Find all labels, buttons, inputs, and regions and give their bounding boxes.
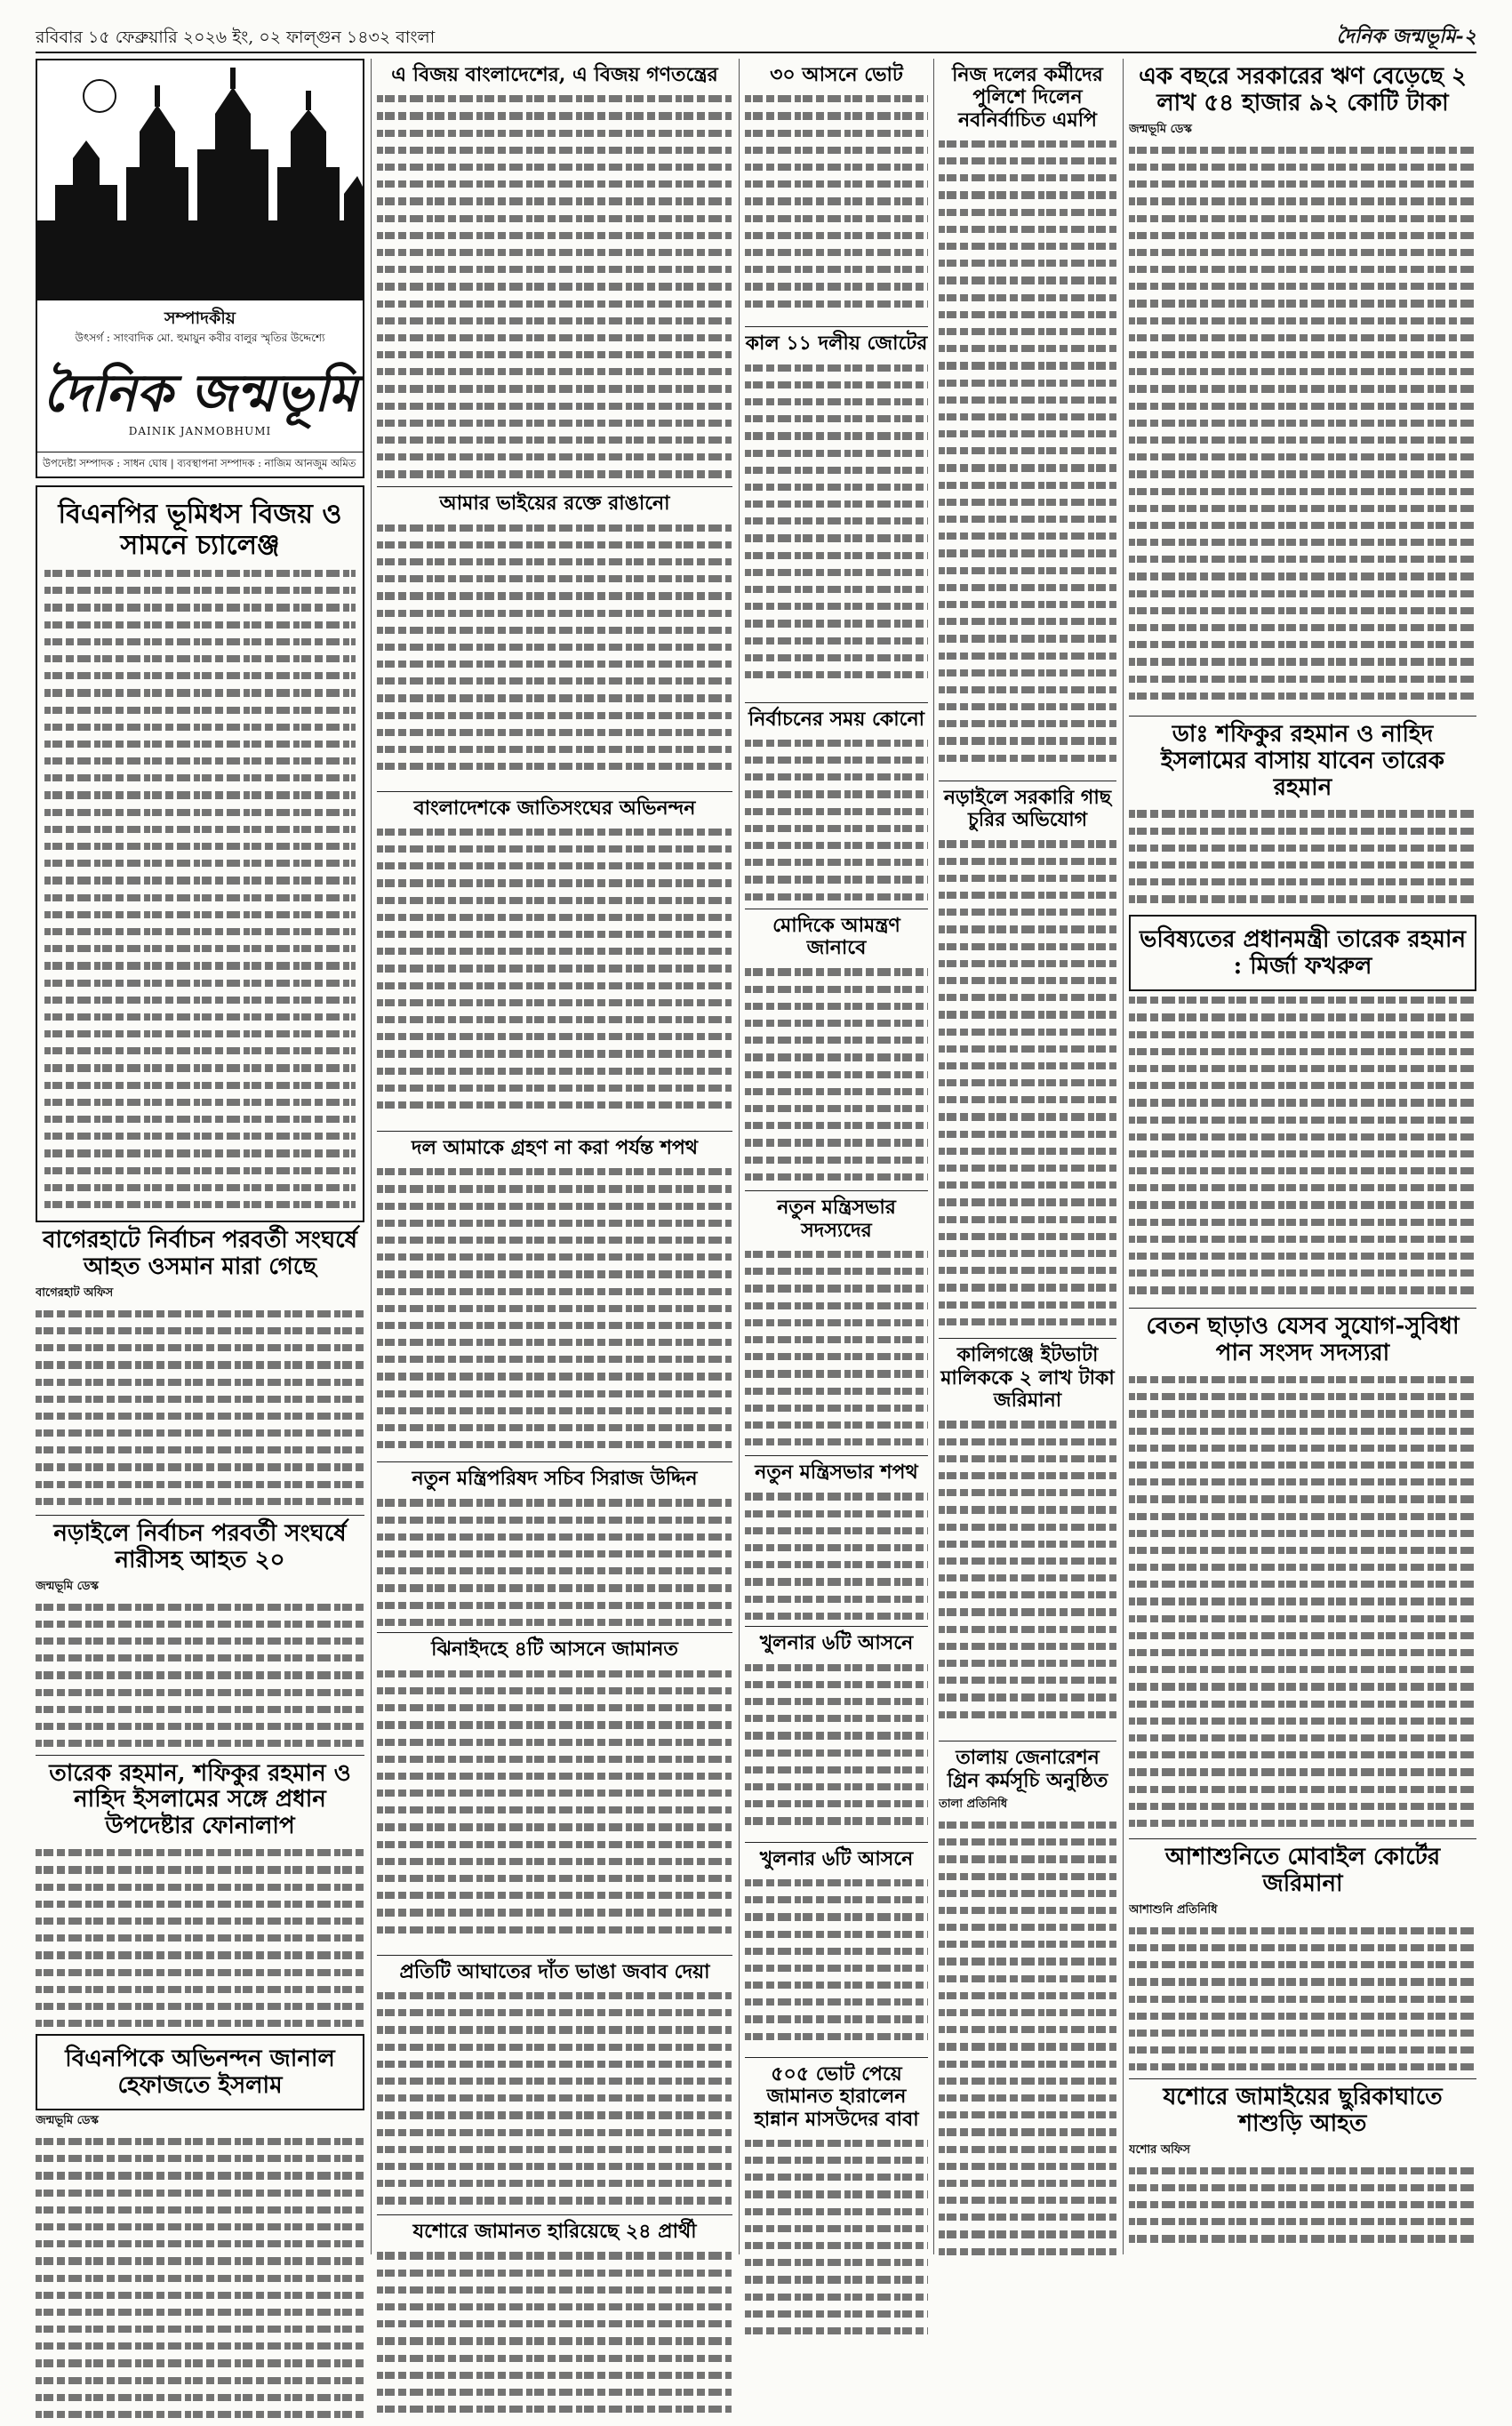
future-pm-headline: ভবিষ্যতের প্রধানমন্ত্রী তারেক রহমান : মির্জা ফখরুল <box>1140 926 1466 981</box>
salary-body <box>1129 1371 1476 1833</box>
hefazat-body <box>36 2133 364 2426</box>
column-4 <box>939 59 1116 2261</box>
khulna2-headline: খুলনার ৬টি আসনে <box>759 1846 914 1870</box>
alliance-body <box>745 359 928 697</box>
paper-logo: দৈনিক জন্মভূমি <box>43 363 357 423</box>
stab-byline: যশোর অফিস <box>1129 2142 1190 2157</box>
masthead <box>36 59 364 478</box>
brother-body <box>377 519 732 786</box>
vote30-body <box>745 90 928 321</box>
tala-body <box>939 1816 1116 2261</box>
phone-call-headline: তারেক রহমান, শফিকুর রহমান ও নাহিদ ইসলামের সঙ্গে প্রধান উপদেষ্টার ফোনালাপ <box>49 1759 351 1840</box>
page-name: দৈনিক জন্মভূমি-২ <box>1336 25 1476 48</box>
jhenaidah-headline: ঝিনাইদহে ৪টি আসনে জামানত <box>431 1637 678 1661</box>
future-pm-body <box>1129 991 1476 1302</box>
mp-body <box>939 135 1116 775</box>
narail-clash-byline: জন্মভূমি ডেস্ক <box>36 1579 99 1593</box>
modi-headline: মোদিকে আমন্ত্রণ জানাবে <box>772 913 900 960</box>
khulna1-body <box>745 1659 928 1837</box>
stab-headline: যশোরে জামাইয়ের ছুরিকাঘাতে শাশুড়ি আহত <box>1163 2083 1443 2137</box>
alliance-headline: কাল ১১ দলীয় জোটের <box>745 332 928 356</box>
paper-logo-en: DAINIK JANMOBHUMI <box>128 425 272 437</box>
column-2 <box>377 59 732 2424</box>
page-header <box>36 21 1476 53</box>
hefazat-byline: জন্মভূমি ডেস্ক <box>36 2114 99 2128</box>
brother-headline: আমার ভাইয়ের রক্তে রাঙানো <box>439 492 670 516</box>
cabinet-secretary-headline: নতুন মন্ত্রিপরিষদ সচিব সিরাজ উদ্দিন <box>412 1467 698 1491</box>
debt-byline: জন্মভূমি ডেস্ক <box>1129 122 1192 136</box>
victory-body <box>377 90 732 481</box>
bagerhat-body <box>36 1305 364 1509</box>
jashore-body <box>377 2246 732 2424</box>
phone-call-body <box>36 1844 364 2030</box>
issue-date: রবিবার ১৫ ফেব্রুয়ারি ২০২৬ ইং, ০২ ফাল্গুন ১৪৩২ বাংলা <box>36 28 436 47</box>
debt-headline: এক বছরে সরকারের ঋণ বেড়েছে ২ লাখ ৫৪ হাজার ৯২ কোটি টাকা <box>1139 63 1467 116</box>
vote30-headline: ৩০ আসনে ভোট <box>770 63 903 86</box>
stab-body <box>1129 2162 1476 2260</box>
salary-headline: বেতন ছাড়াও যেসব সুযোগ-সুবিধা পান সংসদ সদস্যরা <box>1146 1313 1460 1367</box>
column-1 <box>36 59 364 2426</box>
un-headline: বাংলাদেশকে জাতিসংঘের অভিনন্দন <box>413 796 696 820</box>
narail-clash-body <box>36 1598 364 1749</box>
jashore-headline: যশোরে জামানত হারিয়েছে ২৪ প্রার্থী <box>412 2220 697 2244</box>
mobile-court-byline: আশাশুনি প্রতিনিধি <box>1129 1902 1218 1917</box>
oath2-body <box>745 1487 928 1621</box>
cabinet-secretary-body <box>377 1493 732 1627</box>
dedication: উৎসর্গ : সাংবাদিক মো. হুমায়ুন কবীর বালুর স্মৃতির উদ্দেশ্যে <box>75 332 325 344</box>
votes505-headline: ৫০৫ ভোট পেয়ে জামানত হারালেন হান্নান মাসউদের বাবা <box>754 2062 919 2131</box>
column-3 <box>745 59 928 2339</box>
election-time-body <box>745 734 928 903</box>
mobile-court-headline: আশাশুনিতে মোবাইল কোর্টের জরিমানা <box>1164 1844 1441 1897</box>
narail-clash-headline: নড়াইলে নির্বাচন পরবর্তী সংঘর্ষে নারীসহ আহত ২০ <box>53 1519 347 1573</box>
jhenaidah-body <box>377 1665 732 1950</box>
mp-headline: নিজ দলের কর্মীদের পুলিশে দিলেন নবনির্বাচিত এমপি <box>952 63 1103 132</box>
tala-byline: তালা প্রতিনিধি <box>939 1797 1008 1811</box>
residence-body <box>1129 805 1476 911</box>
victory-headline: এ বিজয় বাংলাদেশের, এ বিজয় গণতন্ত্রের <box>391 63 718 86</box>
skyline-illustration <box>37 60 364 300</box>
editorial-body <box>44 564 356 1213</box>
bagerhat-headline: বাগেরহাটে নির্বাচন পরবর্তী সংঘর্ষে আহত ওসমান মারা গেছে <box>43 1227 357 1280</box>
khulna1-headline: খুলনার ৬টি আসনে <box>759 1631 914 1655</box>
minister-headline: নতুন মন্ত্রিসভার সদস্যদের <box>777 1196 896 1242</box>
mobile-court-body <box>1129 1922 1476 2073</box>
strike-headline: প্রতিটি আঘাতের দাঁত ভাঙা জবাব দেয়া <box>399 1959 710 1983</box>
narail-tree-body <box>939 835 1116 1333</box>
editors-line: উপদেষ্টা সম্পাদক : সাধন ঘোষ | ব্যবস্থাপনা সম্পাদক : নাজিম আনজুম অমিত <box>37 452 363 476</box>
hefazat-headline: বিএনপিকে অভিনন্দন জানাল হেফাজতে ইসলাম <box>65 2046 335 2100</box>
oath-body <box>377 1163 732 1456</box>
column-5 <box>1129 59 1476 2260</box>
khulna2-body <box>745 1874 928 2052</box>
editorial-box <box>36 485 364 1222</box>
votes505-body <box>745 2134 928 2339</box>
debt-body <box>1129 141 1476 710</box>
editorial-headline: বিএনপির ভূমিধস বিজয় ও সামনে চ্যালেঞ্জ <box>58 499 342 561</box>
section-label: সম্পাদকীয় <box>164 308 236 328</box>
un-body <box>377 823 732 1125</box>
tala-headline: তালায় জেনারেশন গ্রিন কর্মসূচি অনুষ্ঠিত <box>947 1746 1108 1792</box>
narail-tree-headline: নড়াইলে সরকারি গাছ চুরির অভিযোগ <box>943 785 1112 832</box>
oath-headline: দল আমাকে গ্রহণ না করা পর্যন্ত শপথ <box>411 1135 699 1159</box>
minister-body <box>745 1245 928 1450</box>
election-time-headline: নির্বাচনের সময় কোনো <box>748 707 925 731</box>
residence-headline: ডাঃ শফিকুর রহমান ও নাহিদ ইসলামের বাসায় যাবেন তারেক রহমান <box>1161 720 1444 801</box>
modi-body <box>745 963 928 1185</box>
bagerhat-byline: বাগেরহাট অফিস <box>36 1285 114 1300</box>
kaliganj-headline: কালিগঞ্জে ইটভাটা মালিককে ২ লাখ টাকা জরিমানা <box>940 1343 1115 1413</box>
strike-body <box>377 1987 732 2209</box>
kaliganj-body <box>939 1415 1116 1735</box>
oath2-headline: নতুন মন্ত্রিসভার শপথ <box>755 1461 918 1485</box>
